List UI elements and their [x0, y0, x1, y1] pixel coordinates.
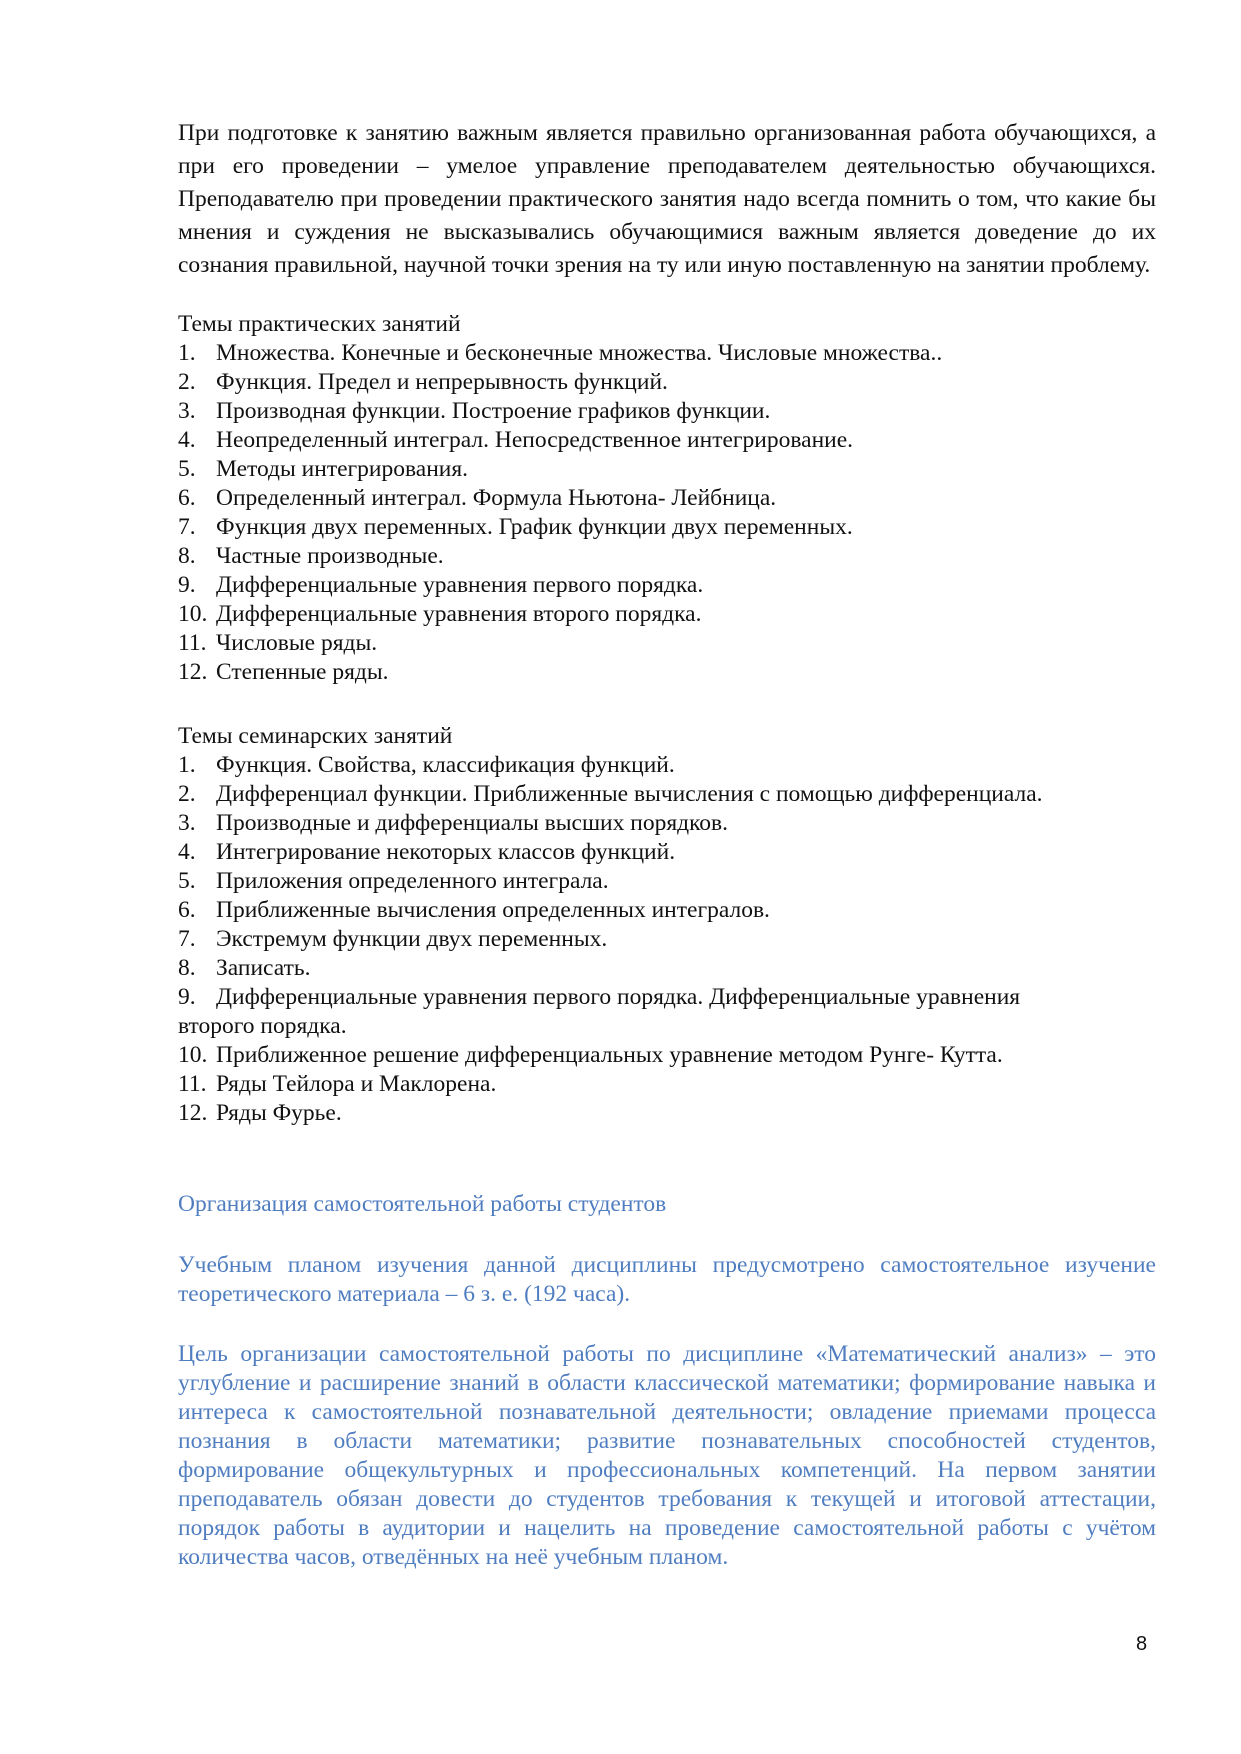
list-item: 12. Ряды Фурье. [178, 1100, 342, 1126]
practical-topics-section [178, 310, 1168, 687]
intro-paragraph: При подготовке к занятию важным является правильно организованная работа обучающихся, а при его проведении – умелое управление преподавателем деятельностью обучающихся. Преподавателю при проведении практического занятия надо всегда помнить о том, что какие бы мнения и суждения не высказывались обучающимися важным является доведение до их сознания правильной, научной точки зрения на ту или иную поставленную на занятии проблему. [178, 120, 1156, 278]
self-study-paragraph-2: Цель организации самостоятельной работы по дисциплине «Математический анализ» – это углубление и расширение знаний в области классической математики; формирование навыка и интереса к самостоятельной познавательной деятельности; овладение приемами процесса познания в области математики; развитие познавательных способностей студентов, формирование общекультурных и профессиональных компетенций. На первом занятии преподаватель обязан довести до студентов требования к текущей и итоговой аттестации, порядок работы в аудитории и нацелить на проведение самостоятельной работы с учётом количества часов, отведённых на неё учебным планом. [178, 1341, 1156, 1570]
list-item: 3. Производные и дифференциалы высших порядков. [178, 810, 729, 836]
list-item: 11. Ряды Тейлора и Маклорена. [178, 1071, 497, 1097]
list-item: 5. Приложения определенного интеграла. [178, 868, 609, 894]
self-study-heading: Организация самостоятельной работы студентов [178, 1191, 667, 1217]
seminar-topics-list [178, 751, 1168, 1128]
list-item: 6. Определенный интеграл. Формула Ньютона- Лейбница. [178, 485, 777, 511]
list-item: 6. Приближенные вычисления определенных интегралов. [178, 897, 770, 923]
self-study-paragraph-1: Учебным планом изучения данной дисциплины предусмотрено самостоятельное изучение теоретического материала – 6 з. е. (192 часа). [178, 1252, 1156, 1307]
seminar-topics-title: Темы семинарских занятий [178, 723, 453, 749]
list-item: 11. Числовые ряды. [178, 630, 378, 656]
list-item: 10. Дифференциальные уравнения второго порядка. [178, 601, 702, 627]
list-item: 12. Степенные ряды. [178, 659, 389, 685]
list-item: 10. Приближенное решение дифференциальных уравнение методом Рунге- Кутта. [178, 1042, 1003, 1068]
practical-topics-title: Темы практических занятий [178, 311, 461, 337]
list-item: 2. Функция. Предел и непрерывность функций. [178, 369, 668, 395]
list-item: 7. Экстремум функции двух переменных. [178, 926, 608, 952]
seminar-topics-section [178, 722, 1168, 1128]
page-number: 8 [1136, 1633, 1148, 1655]
list-item: 9. Дифференциальные уравнения первого порядка. Дифференциальные уравнения второго порядка. [178, 984, 1021, 1039]
practical-topics-list [178, 339, 1168, 687]
list-item: 8. Частные производные. [178, 543, 444, 569]
list-item: 7. Функция двух переменных. График функции двух переменных. [178, 514, 853, 540]
list-item: 8. Записать. [178, 955, 311, 981]
list-item: 4. Неопределенный интеграл. Непосредственное интегрирование. [178, 427, 854, 453]
list-item: 3. Производная функции. Построение графиков функции. [178, 398, 771, 424]
list-item: 4. Интегрирование некоторых классов функций. [178, 839, 676, 865]
list-item-continuation: второго порядка. [178, 1013, 347, 1039]
list-item: 9. Дифференциальные уравнения первого порядка. [178, 572, 704, 598]
list-item: 1. Функция. Свойства, классификация функций. [178, 752, 675, 778]
list-item: 1. Множества. Конечные и бесконечные множества. Числовые множества.. [178, 340, 943, 366]
list-item: 2. Дифференциал функции. Приближенные вычисления с помощью дифференциала. [178, 781, 1043, 807]
list-item: 5. Методы интегрирования. [178, 456, 469, 482]
